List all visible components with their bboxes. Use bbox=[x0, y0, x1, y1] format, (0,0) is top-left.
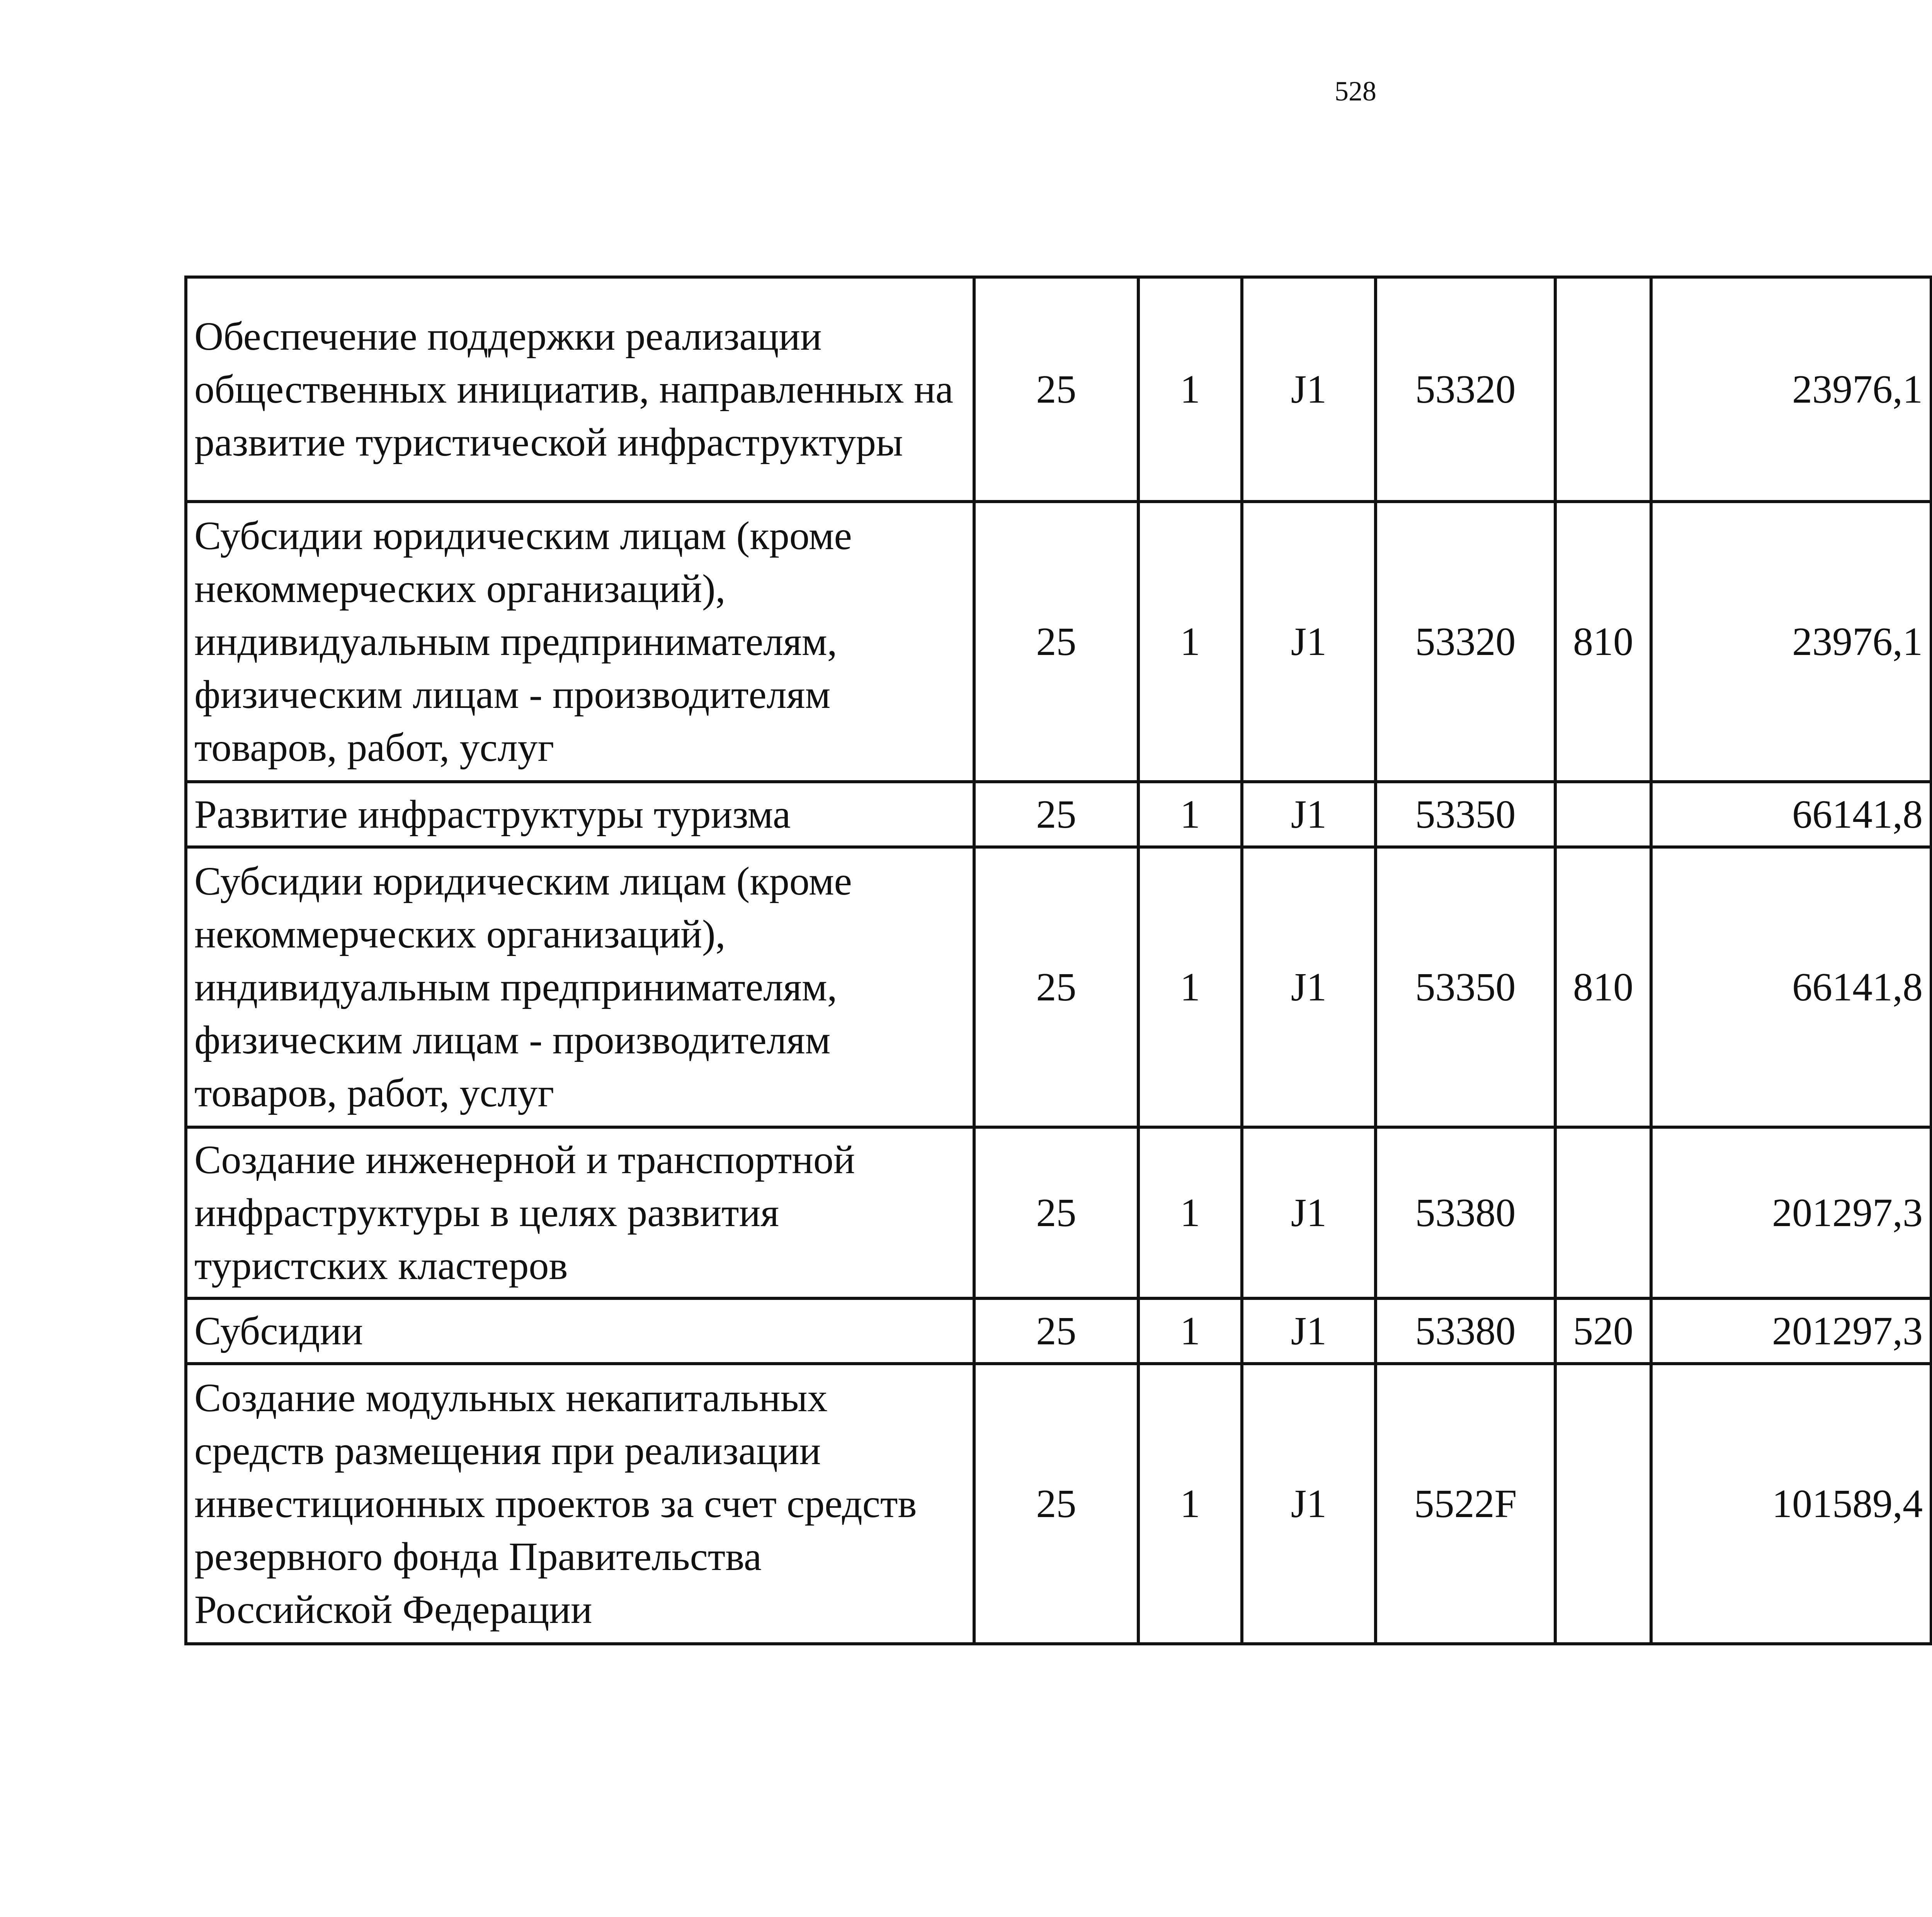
table-row bbox=[186, 277, 1932, 502]
cell-code-4: 53350 bbox=[1376, 782, 1555, 847]
cell-code-3: J1 bbox=[1242, 1298, 1376, 1364]
cell-code-3: J1 bbox=[1242, 502, 1376, 782]
table-row bbox=[186, 782, 1932, 847]
cell-amount-1: 66141,8 bbox=[1651, 782, 1931, 847]
cell-amount-1: 201297,3 bbox=[1651, 1127, 1931, 1298]
table-row bbox=[186, 1127, 1932, 1298]
cell-code-4: 5522F bbox=[1376, 1364, 1555, 1644]
cell-code-3: J1 bbox=[1242, 847, 1376, 1127]
cell-code-4: 53320 bbox=[1376, 277, 1555, 502]
budget-table bbox=[184, 276, 1932, 1645]
cell-code-4: 53380 bbox=[1376, 1127, 1555, 1298]
cell-code-4: 53320 bbox=[1376, 502, 1555, 782]
row-name: Создание модульных некапитальных средств размещения при реализации инвестиционных проектов за счет средств резервного фонда Правительства Российской Федерации bbox=[186, 1364, 974, 1644]
cell-code-4: 53380 bbox=[1376, 1298, 1555, 1364]
cell-code-5 bbox=[1555, 1364, 1651, 1644]
cell-code-1: 25 bbox=[974, 782, 1138, 847]
cell-code-2: 1 bbox=[1138, 1298, 1242, 1364]
cell-code-1: 25 bbox=[974, 847, 1138, 1127]
cell-code-1: 25 bbox=[974, 502, 1138, 782]
cell-amount-1: 101589,4 bbox=[1651, 1364, 1931, 1644]
row-name: Субсидии юридическим лицам (кроме некоммерческих организаций), индивидуальным предпринимателям, физическим лицам - производителям товаров, работ, услуг bbox=[186, 847, 974, 1127]
cell-code-2: 1 bbox=[1138, 277, 1242, 502]
page-number: 528 bbox=[1335, 76, 1376, 107]
table-row bbox=[186, 847, 1932, 1127]
cell-code-2: 1 bbox=[1138, 1364, 1242, 1644]
cell-code-3: J1 bbox=[1242, 1364, 1376, 1644]
cell-amount-1: 66141,8 bbox=[1651, 847, 1931, 1127]
cell-code-4: 53350 bbox=[1376, 847, 1555, 1127]
cell-code-2: 1 bbox=[1138, 847, 1242, 1127]
table-row bbox=[186, 502, 1932, 782]
cell-code-5 bbox=[1555, 1127, 1651, 1298]
cell-code-1: 25 bbox=[974, 277, 1138, 502]
cell-code-2: 1 bbox=[1138, 502, 1242, 782]
cell-amount-1: 23976,1 bbox=[1651, 502, 1931, 782]
cell-code-3: J1 bbox=[1242, 782, 1376, 847]
row-name: Обеспечение поддержки реализации общественных инициатив, направленных на развитие туристической инфраструктуры bbox=[186, 277, 974, 502]
cell-code-5 bbox=[1555, 782, 1651, 847]
row-name: Развитие инфраструктуры туризма bbox=[186, 782, 974, 847]
cell-code-1: 25 bbox=[974, 1298, 1138, 1364]
cell-code-5: 810 bbox=[1555, 502, 1651, 782]
cell-code-2: 1 bbox=[1138, 782, 1242, 847]
cell-amount-1: 23976,1 bbox=[1651, 277, 1931, 502]
row-name: Субсидии bbox=[186, 1298, 974, 1364]
table-row bbox=[186, 1298, 1932, 1364]
cell-amount-1: 201297,3 bbox=[1651, 1298, 1931, 1364]
cell-code-5: 520 bbox=[1555, 1298, 1651, 1364]
cell-code-5: 810 bbox=[1555, 847, 1651, 1127]
cell-code-3: J1 bbox=[1242, 277, 1376, 502]
cell-code-5 bbox=[1555, 277, 1651, 502]
cell-code-2: 1 bbox=[1138, 1127, 1242, 1298]
cell-code-1: 25 bbox=[974, 1364, 1138, 1644]
cell-code-1: 25 bbox=[974, 1127, 1138, 1298]
cell-code-3: J1 bbox=[1242, 1127, 1376, 1298]
row-name: Субсидии юридическим лицам (кроме некоммерческих организаций), индивидуальным предпринимателям, физическим лицам - производителям товаров, работ, услуг bbox=[186, 502, 974, 782]
table-row bbox=[186, 1364, 1932, 1644]
row-name: Создание инженерной и транспортной инфраструктуры в целях развития туристских кластеров bbox=[186, 1127, 974, 1298]
